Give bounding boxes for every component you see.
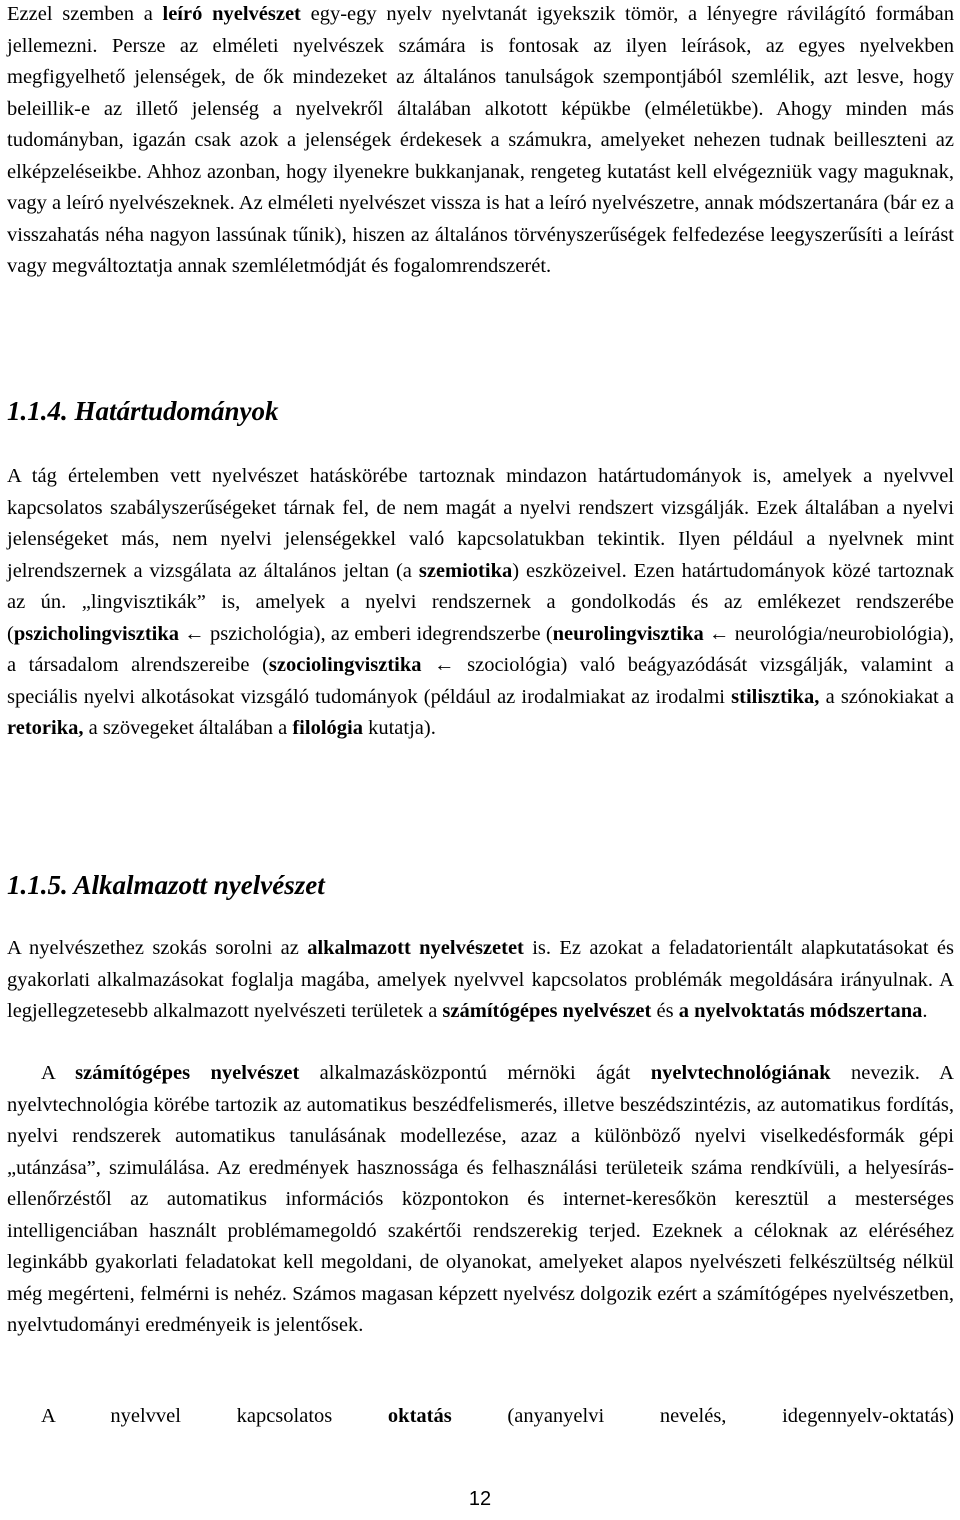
text-run: kutatja). (362, 717, 436, 739)
text-run: és (651, 1000, 679, 1022)
term-szemiotika: szemiotika (418, 559, 513, 582)
text-run: A nyelvvel kapcsolatos (41, 1405, 388, 1427)
text-run: ← neurológia/neurobiológia), a társadalom alrendszereibe ( (7, 622, 954, 676)
term-szamitogepes-nyelveszet: számítógépes nyelvészet (75, 1062, 300, 1084)
term-retorika: retorika, (7, 717, 84, 739)
text-run: ← szociológia) való beágyazódását vizsgálják, valamint a speciális nyelvi alkotásokat vizsgáló tudományok (például az irodalmiakat az irodalmi (7, 654, 954, 708)
section-heading-hatartudomanyok: 1.1.4. Határtudományok (7, 396, 279, 426)
text-run: egy-egy nyelv nyelvtanát igyekszik tömör, a lényegre rávilágító formában jellemezni. Persze az elméleti nyelvészek számára is fontosak az ilyen leírások, az egyes nyelvekben megfigyelhető jelenségek, de ők mindezeket az általános tanulságok szempontjából szemlélik, azt lesve, hogy beleillik-e az illető jelenség a nyelvekről általában alkotott képükbe (elméletükbe). Ahogy minden más tudományban, igazán csak azok a jelenségek érdekesek a számukra, amelyeket nehezen tudnak beilleszteni az elképzeléseikbe. Ahhoz azonban, hogy ilyenekre bukkanjanak, rengeteg kutatást kell elvégezniük vagy maguknak, vagy a leíró nyelvészeknek. Az elméleti nyelvészet vissza is hat a leíró nyelvészetre, annak módszertanára (bár ez a visszahatás néha nagyon lassúnak tűnik), hiszen az általános törvényszerűségek felfedezése leegyszerűsíti a leírást vagy megváltoztatja annak szemléletmódját és fogalomrendszerét. (7, 3, 954, 277)
term-szociolingvisztika: szociolingvisztika (268, 654, 422, 676)
text-run: A (41, 1062, 76, 1084)
term-nyelvoktatas-modszertana: a nyelvoktatás módszertana (678, 1000, 923, 1022)
paragraph-descriptive-linguistics (7, 0, 954, 283)
paragraph-language-education (7, 1401, 954, 1433)
paragraph-applied-linguistics (7, 933, 954, 1028)
text-run: a szövegeket általában a (83, 717, 293, 739)
text-run: A tág értelemben vett nyelvészet hatáskörébe tartoznak mindazon határtudományok is, amelyek a nyelvvel kapcsolatos szabályszerűségeket tárnak fel, de nem magát a nyelvi rendszert vizsgálják. Ezek általában a nyelvi jelenségeket más, nem nyelvi jelenségekkel való kapcsolatukban tekintik. Ilyen például a nyelvnek mint jelrendszernek a vizsgálata az általános jeltan (a (7, 465, 954, 582)
text-run: . (922, 1000, 928, 1022)
text-run: a szónokiakat a (819, 685, 954, 708)
text-run: A nyelvészethez szokás sorolni az (7, 937, 308, 959)
text-run: ← pszichológia), az emberi idegrendszerbe ( (179, 622, 553, 645)
section-heading-alkalmazott-nyelveszet: 1.1.5. Alkalmazott nyelvészet (7, 870, 325, 900)
text-run: ) eszközeivel. Ezen határtudományok közé tartoznak az ún. „lingvisztikák” is, amelyek a nyelvi rendszernek a gondolkodás és az emlékezet rendszerébe ( (7, 559, 954, 645)
term-oktatas: oktatás (387, 1405, 452, 1427)
page-number: 12 (468, 1488, 492, 1510)
text-run: Ezzel szemben a (7, 3, 163, 25)
term-pszicholingvisztika: pszicholingvisztika (13, 622, 179, 645)
paragraph-computational-linguistics (7, 1058, 954, 1342)
term-neurolingvisztika: neurolingvisztika (552, 622, 704, 645)
text-run: alkalmazásközpontú mérnöki ágát (299, 1062, 651, 1084)
text-run: (anyanyelvi nevelés, idegennyelv-oktatás) (451, 1405, 954, 1427)
text-run: nevezik. A nyelvtechnológia körébe tartozik az automatikus beszédfelismerés, illetve beszédszintézis, az automatikus fordítás, nyelvi rendszerek automatikus tanulásának modellezése, azaz a különböző nyelvi viselkedésformák gépi „utánzása”, szimulálása. Az eredmények hasznossága és felhasználási területeik száma rendkívüli, a helyesírás-ellenőrzéstől az automatikus információs központokon és internet-keresőkön keresztül a mesterséges intelligenciában használt problémamegoldó szakértői rendszerekig terjed. Ezeknek a céloknak az eléréséhez leginkább gyakorlati feladatokat kell megoldani, de olyanokat, amelyeket alapos nyelvészeti felkészültség nélkül még megérteni, felmérni is nehéz. Számos magasan képzett nyelvész dolgozik ezért a számítógépes nyelvészetben, nyelvtudományi eredményeik is jelentősek. (7, 1062, 954, 1336)
term-szamitogepes-nyelveszet: számítógépes nyelvészet (442, 1000, 652, 1022)
term-filologia: filológia (292, 717, 363, 739)
paragraph-border-sciences (7, 461, 954, 745)
term-alkalmazott-nyelveszet: alkalmazott nyelvészetet (307, 937, 524, 959)
term-leiro-nyelveszet: leíró nyelvészet (162, 3, 301, 25)
term-nyelvtechnologia: nyelvtechnológiának (650, 1062, 831, 1084)
text-run: is. Ez azokat a feladatorientált alapkutatásokat és gyakorlati alkalmazásokat foglalja magába, amelyek nyelvvel kapcsolatos problémák megoldására irányulnak. A legjellegzetesebb alkalmazott nyelvészeti területek a (7, 937, 955, 1022)
term-stilisztika: stilisztika, (731, 685, 820, 708)
